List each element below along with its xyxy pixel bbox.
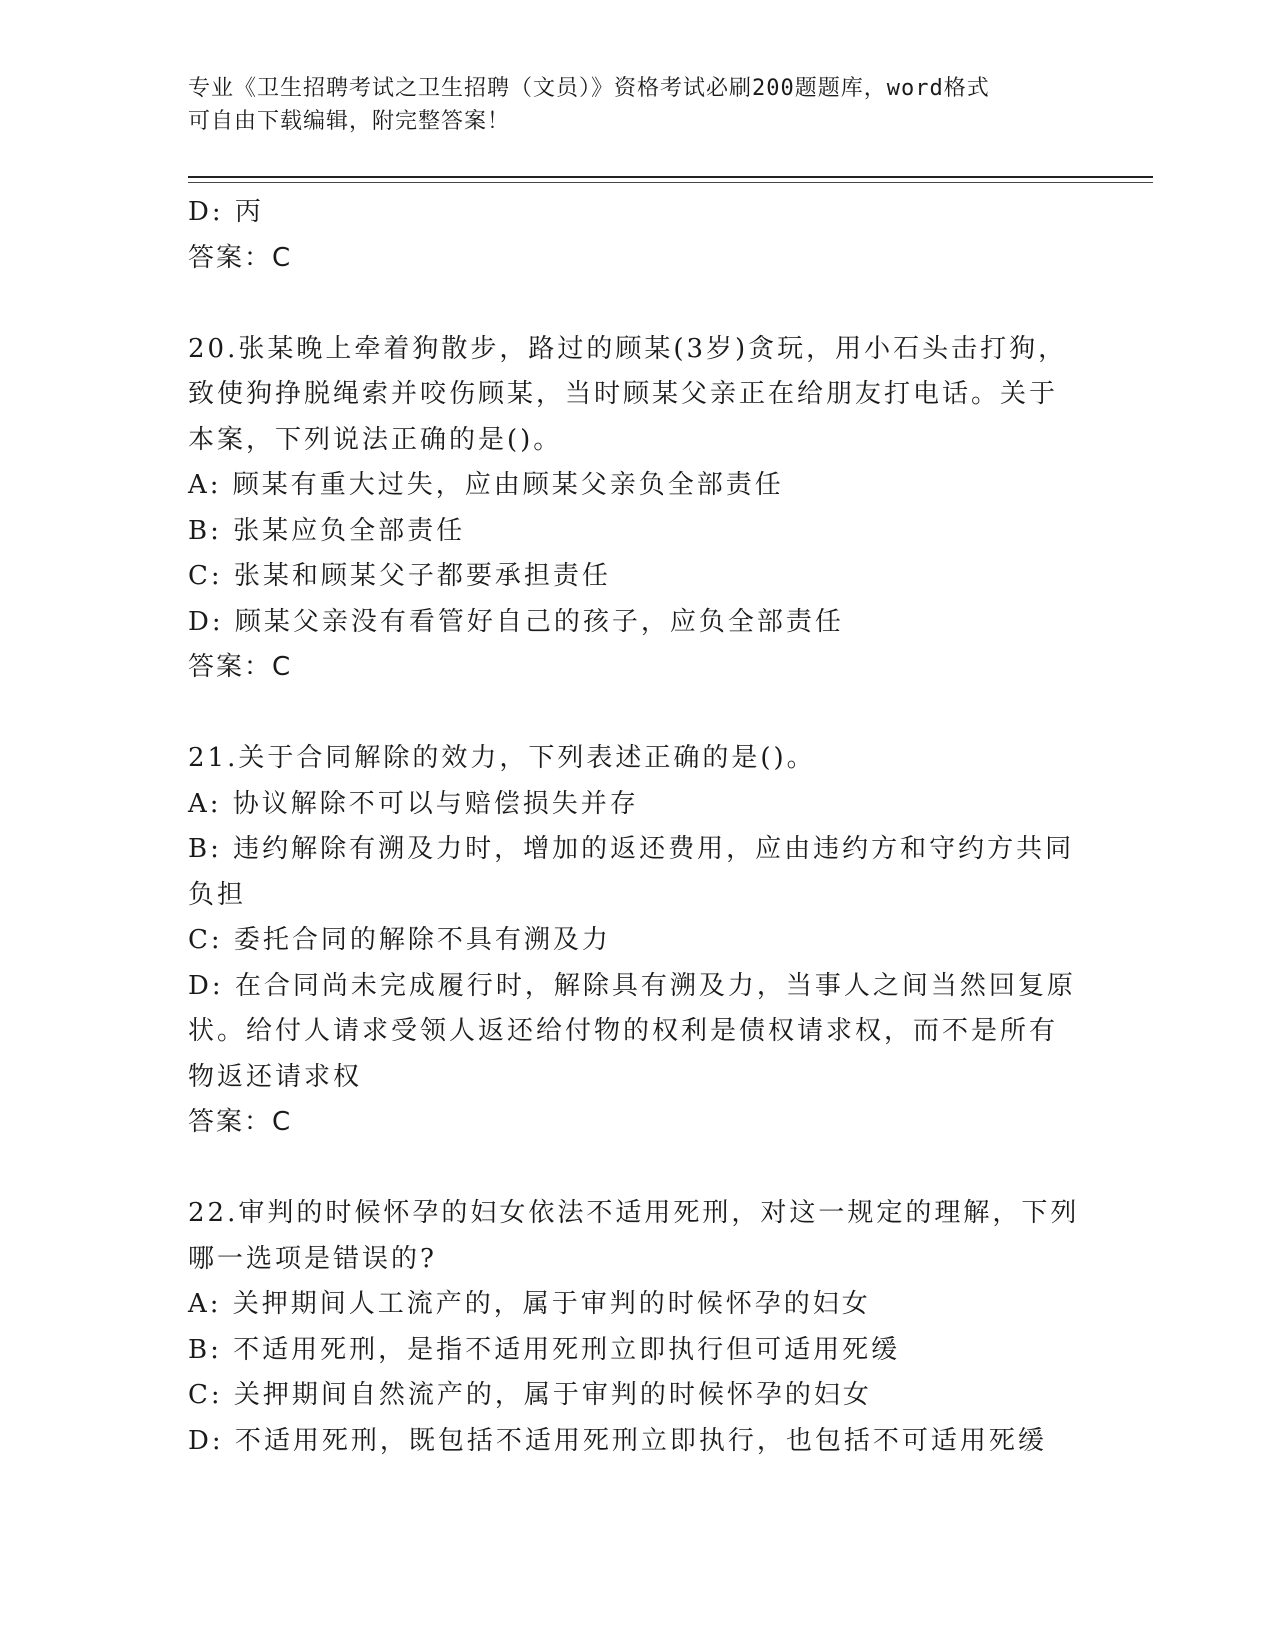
question-option-line: A: 关押期间人工流产的，属于审判的时候怀孕的妇女 [188,1289,871,1319]
question-option-line: A: 协议解除不可以与赔偿损失并存 [188,788,639,819]
question-option-line: B: 张某应负全部责任 [188,515,466,546]
question-option-line: D: 顾某父亲没有看管好自己的孩子，应负全部责任 [188,606,844,637]
question-option-line: C: 关押期间自然流产的，属于审判的时候怀孕的妇女 [188,1380,872,1410]
spacer [188,281,1078,327]
header-divider-thick [188,176,1153,178]
option-d-previous: D: 丙 [188,197,264,227]
question-stem-line: 21.关于合同解除的效力，下列表述正确的是()。 [188,743,816,773]
page-header [188,72,1078,138]
question-option-line: D: 不适用死刑，既包括不适用死刑立即执行，也包括不可适用死缓 [188,1425,1047,1456]
spacer [188,1146,1078,1192]
header-title-line-2: 可自由下载编辑，附完整答案！ [188,109,511,134]
question-stem-line: 致使狗挣脱绳索并咬伤顾某，当时顾某父亲正在给朋友打电话。关于 [188,379,1059,409]
spacer [188,691,1078,737]
question-stem-line: 哪一选项是错误的? [188,1243,437,1274]
question-option-line: C: 委托合同的解除不具有溯及力 [188,925,611,955]
answer-previous: 答案：C [188,242,293,273]
header-title-line-1: 专业《卫生招聘考试之卫生招聘（文员）》资格考试必刷200题题库，word格式 [188,76,990,101]
question-answer: 答案：C [188,1107,293,1137]
question-option-line: 状。给付人请求受领人返还给付物的权利是债权请求权，而不是所有 [188,1016,1059,1046]
question-option-line: C: 张某和顾某父子都要承担责任 [188,561,611,591]
question-block [188,327,1078,691]
question-stem-line: 本案，下列说法正确的是()。 [188,424,563,455]
header-divider-thin [188,182,1153,183]
question-block [188,1191,1078,1464]
question-option-line: 负担 [188,879,247,910]
question-option-line: D: 在合同尚未完成履行时，解除具有溯及力，当事人之间当然回复原 [188,970,1076,1001]
question-stem-line: 22.审判的时候怀孕的妇女依法不适用死刑，对这一规定的理解，下列 [188,1198,1080,1228]
question-answer: 答案：C [188,652,293,682]
question-option-line: A: 顾某有重大过失，应由顾某父亲负全部责任 [188,470,784,500]
question-option-line: B: 违约解除有溯及力时，增加的返还费用，应由违约方和守约方共同 [188,834,1075,864]
question-block [188,736,1078,1146]
question-list [188,327,1078,1465]
question-option-line: B: 不适用死刑，是指不适用死刑立即执行但可适用死缓 [188,1334,901,1365]
question-content [188,190,1078,1464]
question-option-line: 物返还请求权 [188,1061,363,1092]
question-stem-line: 20.张某晚上牵着狗散步，路过的顾某(3岁)贪玩，用小石头击打狗， [188,333,1068,364]
